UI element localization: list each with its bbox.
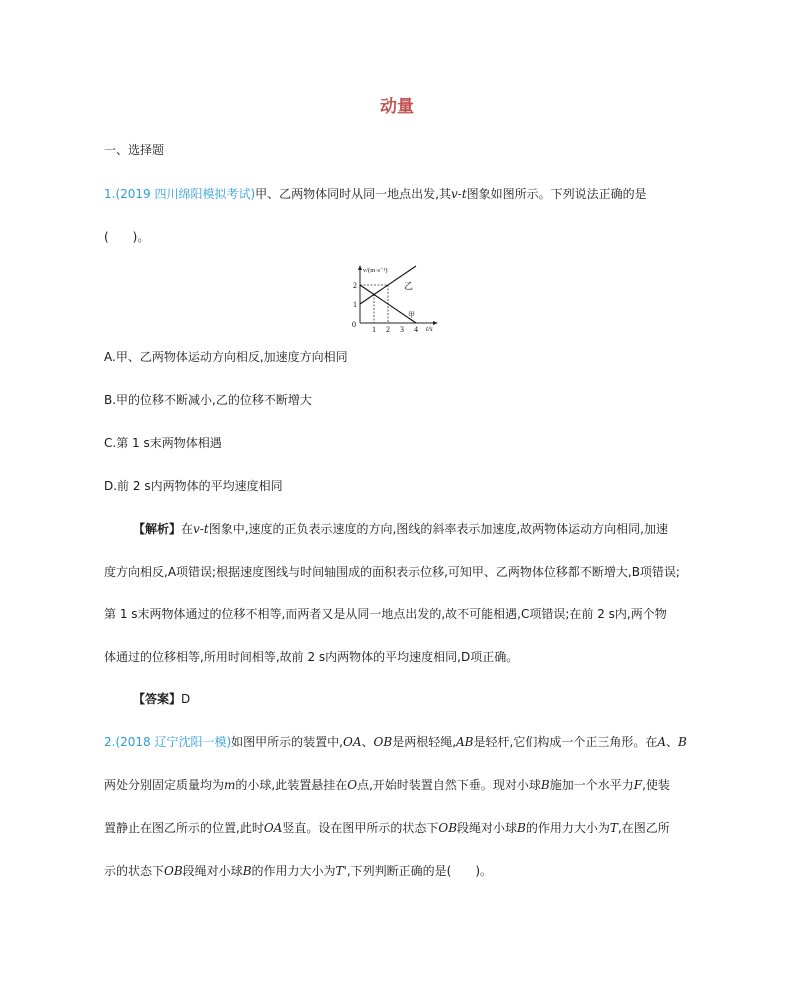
y-axis-arrow: [358, 265, 362, 270]
question-2-l4-run: ,下列判断正确的是( )。: [346, 864, 493, 878]
question-2-l3-run: T: [609, 821, 618, 835]
question-2-l2-run: F: [633, 778, 643, 792]
analysis-line-4: 体通过的位移相等,所用时间相等,故前 2 s内两物体的平均速度相同,D项正确。: [104, 650, 519, 664]
question-1-stem: [104, 187, 647, 201]
question-2-line-3: [104, 821, 670, 835]
question-2-l1-run: 、: [666, 735, 679, 749]
question-2-l1-run: OB: [373, 735, 393, 749]
question-1-stem-var: v-t: [451, 187, 467, 201]
x-tick-2: 2: [386, 325, 390, 333]
document-title: 动量: [380, 97, 414, 117]
question-2-l3-run: OB: [438, 821, 458, 835]
analysis-l1-b: 图象中,速度的正负表示速度的方向,图线的斜率表示加速度,故两物体运动方向相同,加速: [208, 522, 668, 536]
option-b: B.甲的位移不断减小,乙的位移不断增大: [104, 393, 312, 407]
option-c: C.第 1 s末两物体相遇: [104, 436, 222, 450]
question-2-l2-run: 施加一个水平力: [549, 778, 634, 792]
x-tick-4: 4: [414, 325, 418, 333]
x-tick-1: 1: [372, 325, 376, 333]
analysis-label: 【解析】: [133, 522, 182, 536]
question-2-l2-run: B: [540, 778, 550, 792]
question-2-l1-run: B: [678, 735, 687, 749]
y-tick-2: 2: [353, 281, 357, 290]
analysis-line-2: 度方向相反,A项错误;根据速度图线与时间轴围成的面积表示位移,可知甲、乙两物体位移都不断增大,B项错误;: [104, 565, 680, 579]
question-2-l4-run: B: [242, 864, 252, 878]
question-2-source: (2018 辽宁沈阳一模): [115, 735, 232, 749]
question-2-l3-run: B: [517, 821, 526, 835]
question-2-l4-run: T': [335, 864, 347, 878]
y-tick-1: 1: [353, 300, 357, 309]
question-2-line-1: [104, 735, 687, 749]
question-2-l4-run: 的作用力大小为: [251, 864, 336, 878]
analysis-line-3: 第 1 s末两物体通过的位移不相等,而两者又是从同一地点出发的,故不可能相遇,C项错误;在前 2 s内,两个物: [104, 607, 667, 621]
question-2-l3-run: 段绳对小球: [457, 821, 518, 835]
label-jia: 甲: [408, 311, 415, 319]
question-1-number: 1.: [104, 187, 116, 201]
question-2-line-4: [104, 864, 492, 878]
question-2-l2-run: 点,开始时装置自然下垂。现对小球: [357, 778, 541, 792]
analysis-line-1: [133, 522, 668, 536]
question-2-l1-run: 是两根轻绳,: [392, 735, 457, 749]
question-2-l3-run: 竖直。设在图甲所示的状态下: [282, 821, 439, 835]
question-1-stem-a: 甲、乙两物体同时从同一地点出发,其: [255, 187, 451, 201]
question-2-line-2: [104, 778, 670, 792]
question-2-l2-run: m: [224, 778, 236, 792]
question-1-source: (2019 四川绵阳模拟考试): [115, 187, 256, 201]
vt-graph: [348, 261, 448, 333]
question-2-l1-run: AB: [456, 735, 474, 749]
question-2-number: 2.: [104, 735, 116, 749]
question-2-l1-run: 、: [361, 735, 374, 749]
answer-label: 【答案】: [133, 692, 182, 706]
answer-value: D: [181, 692, 191, 706]
question-2-l1-run: 是轻杆,它们构成一个正三角形。在: [473, 735, 658, 749]
x-axis-label: t/s: [426, 325, 433, 333]
question-2-l4-run: 段绳对小球: [182, 864, 243, 878]
label-yi: 乙: [404, 281, 414, 291]
question-2-l1-run: A: [657, 735, 666, 749]
analysis-l1-a: 在: [181, 522, 194, 536]
option-a: A.甲、乙两物体运动方向相反,加速度方向相同: [104, 350, 348, 364]
question-2-l1-run: OA: [343, 735, 362, 749]
question-1-paren: ( )。: [104, 230, 150, 244]
x-axis-arrow: [433, 321, 438, 325]
question-1-stem-b: 图象如图所示。下列说法正确的是: [466, 187, 647, 201]
question-2-l1-text: [231, 735, 687, 749]
y-axis-label: v/(m·s⁻¹): [363, 267, 388, 274]
x-tick-3: 3: [400, 325, 404, 333]
question-2-l4-run: 示的状态下: [104, 864, 165, 878]
question-2-l3-run: OA: [263, 821, 283, 835]
option-d: D.前 2 s内两物体的平均速度相同: [104, 479, 283, 493]
question-2-l4-run: OB: [164, 864, 183, 878]
origin-label: 0: [352, 320, 356, 329]
question-2-l2-run: 两处分别固定质量均为: [104, 778, 225, 792]
section-heading: 一、选择题: [104, 143, 165, 157]
question-2-l3-run: ,在图乙所: [617, 821, 670, 835]
question-2-l2-run: ,使装: [642, 778, 670, 792]
question-2-l2-run: 的小球,此装置悬挂在: [235, 778, 348, 792]
answer-line: [133, 692, 190, 706]
question-2-l2-run: O: [347, 778, 358, 792]
question-2-l1-run: 如图甲所示的装置中,: [231, 735, 343, 749]
question-2-l3-run: 的作用力大小为: [525, 821, 610, 835]
question-2-l3-run: 置静止在图乙所示的位置,此时: [104, 821, 264, 835]
analysis-l1-var: v-t: [193, 522, 209, 536]
